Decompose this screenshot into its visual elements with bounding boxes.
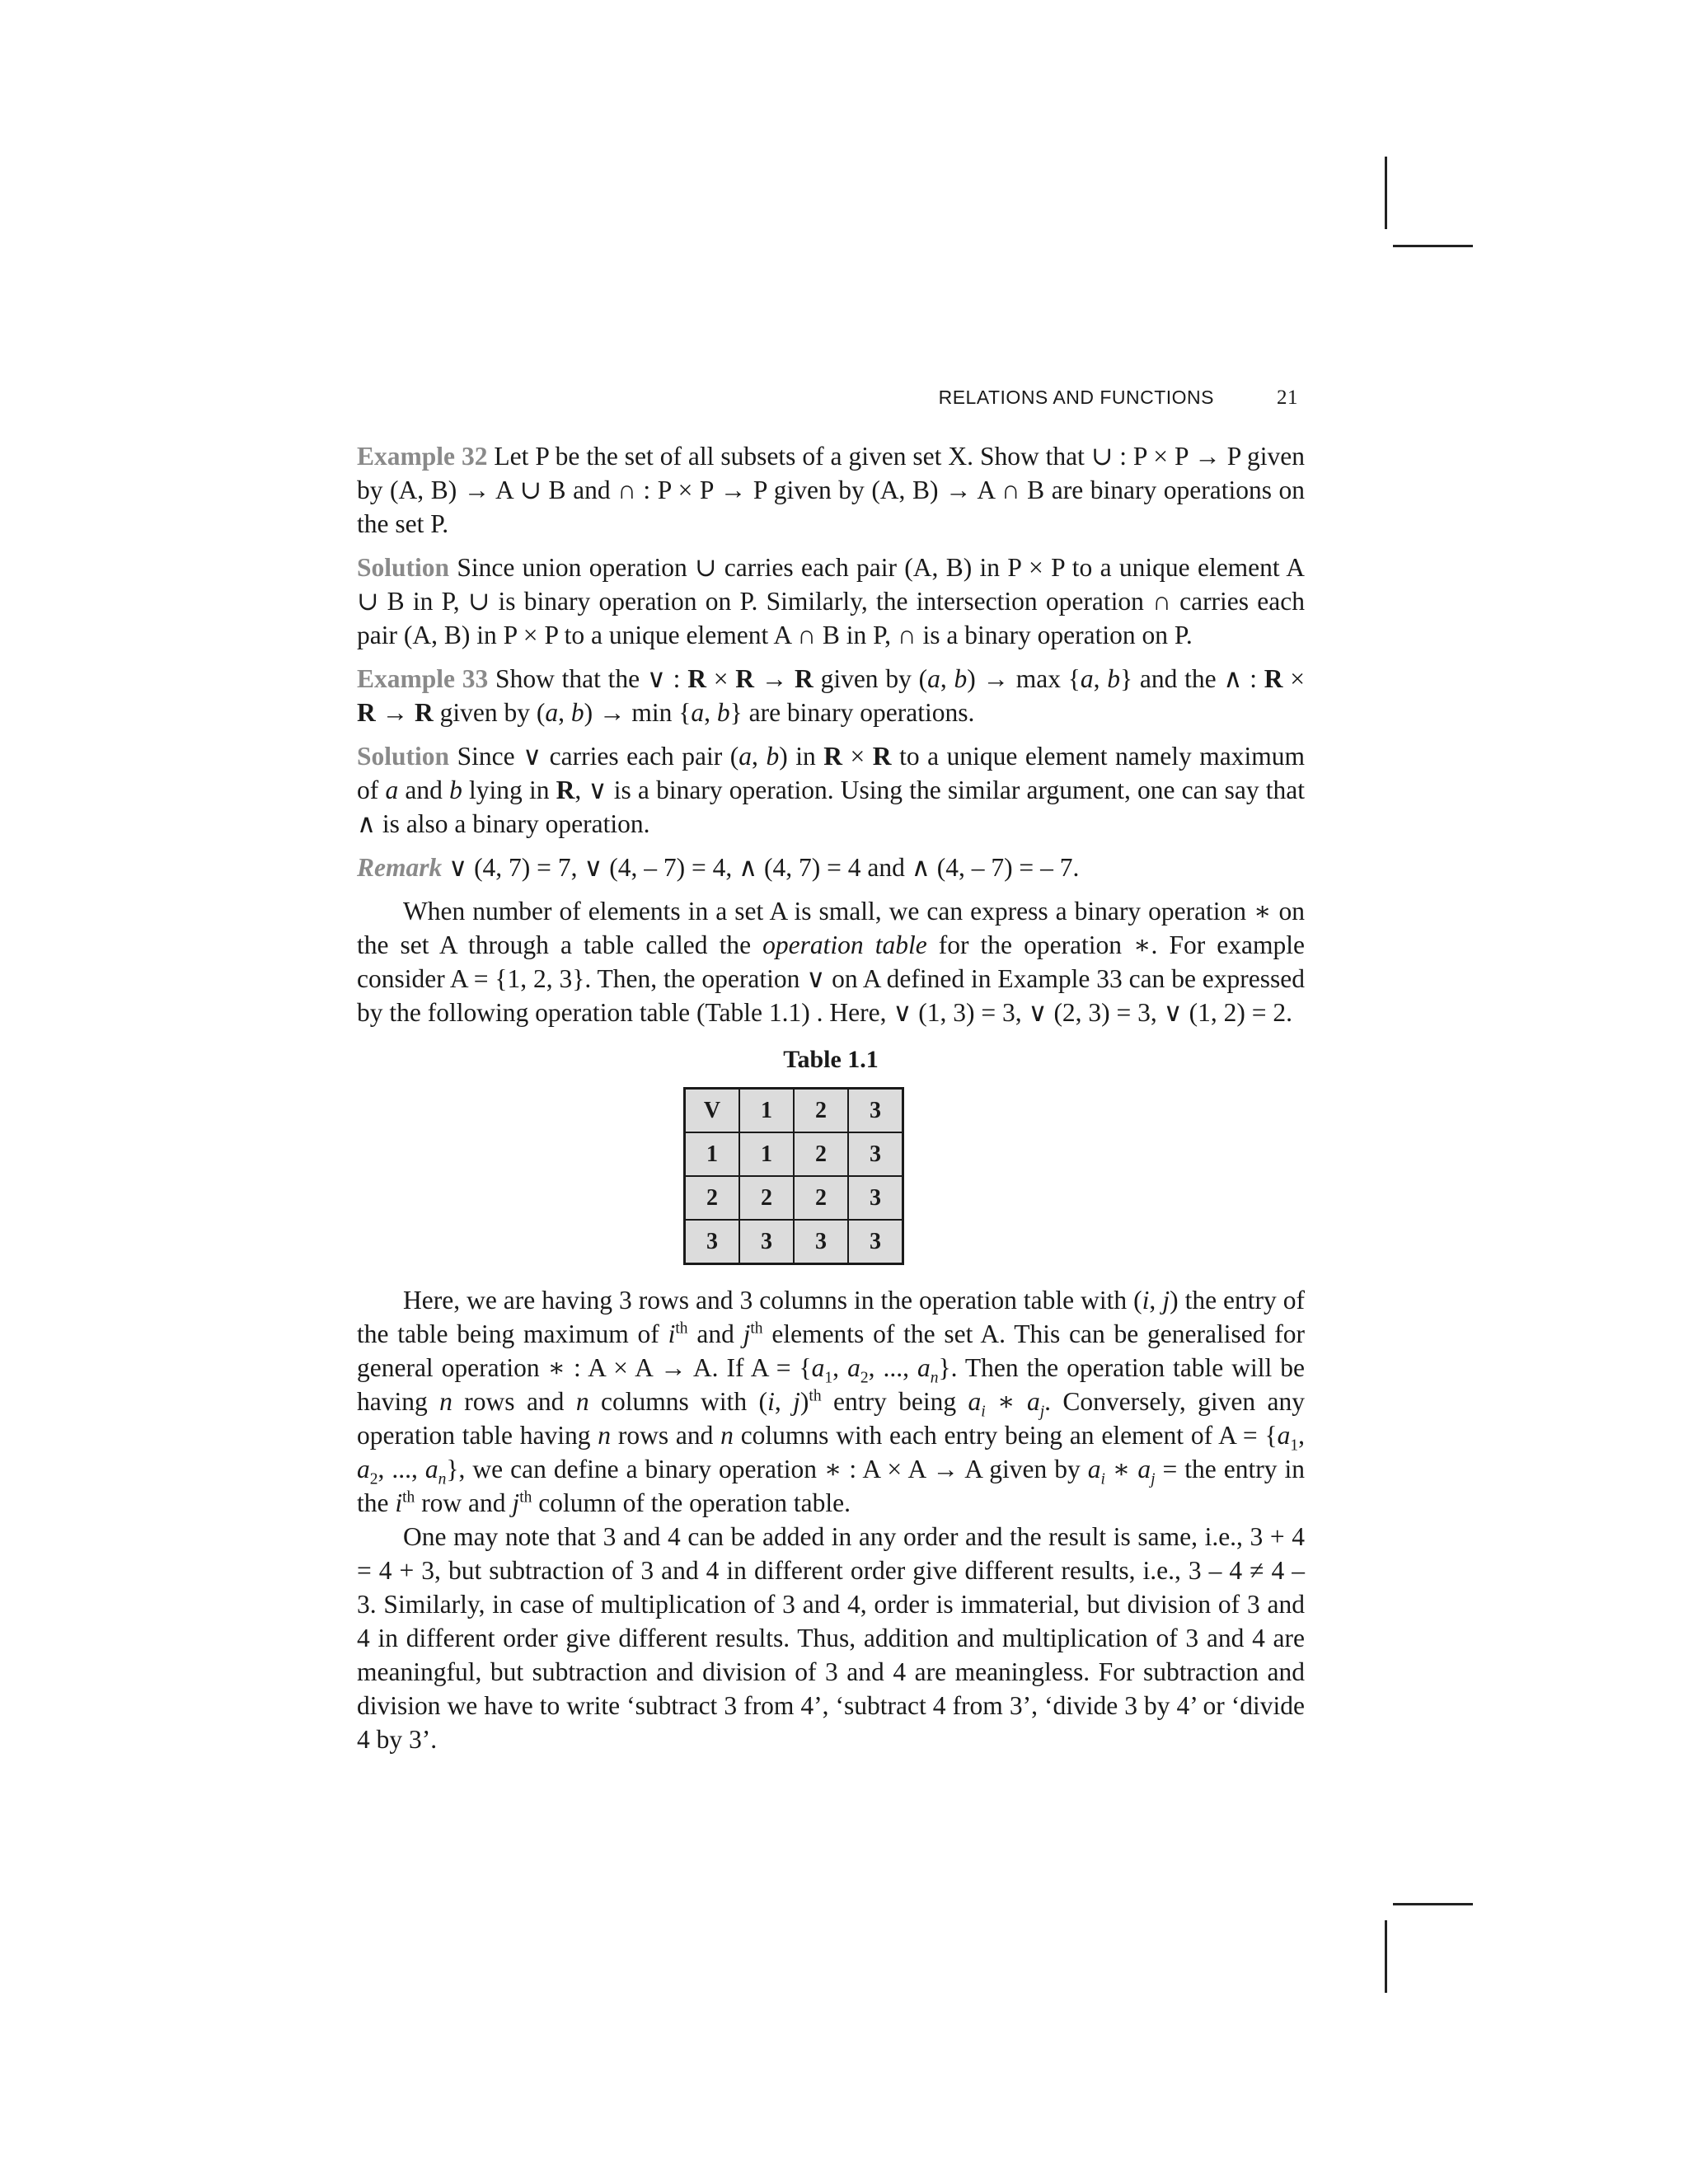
text-run: for the operation ∗. For example consider A = {1, 2, 3}. Then, the operation ∨ on A defined in Example 33 can be expressed by the following operation table (Table 1.1) . Here, ∨ (1, 3) = 3, ∨ (2, 3) = 3, ∨ (1, 2) = 2.: [357, 930, 1305, 1027]
example-32-text-2: given by (A, B) → A ∪ B and ∩ : P × P → P given by (A, B) → A ∩ B are binary: [357, 442, 1306, 504]
text-run: ) in: [779, 742, 824, 771]
text-run: When number of elements in a set A is small, we can express a binary operation ∗ on the set A through a table called the: [357, 897, 1305, 959]
reals-symbol: R: [556, 776, 575, 804]
var-n: n: [575, 1387, 589, 1416]
text-run: columns with (: [588, 1387, 768, 1416]
var-a: a: [1087, 1455, 1101, 1483]
superscript: th: [750, 1319, 763, 1338]
var-j: j: [793, 1387, 800, 1416]
text-run: rows and: [611, 1421, 721, 1450]
reals-symbol: R: [823, 742, 842, 771]
table-cell: 1: [685, 1132, 740, 1176]
text-run: ∗: [1104, 1455, 1138, 1483]
subscript: 1: [824, 1369, 833, 1387]
var-b: b: [570, 698, 584, 727]
var-j: j: [512, 1488, 520, 1517]
table-row: [685, 1132, 903, 1176]
crop-mark-top-vertical: [1385, 157, 1387, 229]
page-body: [357, 382, 1305, 1756]
var-b: b: [766, 742, 780, 771]
reals-symbol: R: [735, 664, 754, 693]
reals-symbol: R: [872, 742, 892, 771]
reals-symbol: R: [687, 664, 706, 693]
superscript: th: [402, 1488, 415, 1507]
text-run: row and: [415, 1488, 513, 1517]
text-run: } are binary operations.: [729, 698, 975, 727]
var-a: a: [1080, 664, 1094, 693]
table-cell: 2: [794, 1176, 848, 1220]
generalisation-paragraph: [357, 1283, 1305, 1520]
text-run: ,: [1298, 1421, 1305, 1450]
var-a: a: [847, 1353, 860, 1382]
example-33-label: Example 33: [357, 664, 489, 693]
var-b: b: [716, 698, 730, 727]
text-run: Show that the ∨ :: [488, 664, 688, 693]
running-header-title: RELATIONS AND FUNCTIONS: [938, 387, 1214, 408]
solution-32: [357, 551, 1305, 652]
var-b: b: [1107, 664, 1121, 693]
example-32: [357, 439, 1305, 541]
text-run: given by (: [813, 664, 928, 693]
subscript: 2: [369, 1470, 378, 1488]
remark-label: Remark: [357, 853, 443, 882]
crop-mark-bottom-vertical: [1385, 1920, 1387, 1993]
text-run: ,: [752, 742, 767, 771]
text-run: }, we can define a binary operation ∗ : A × A → A given by: [446, 1455, 1088, 1483]
var-i: i: [1142, 1286, 1150, 1315]
text-run: ×: [1282, 664, 1306, 693]
var-n: n: [439, 1387, 452, 1416]
crop-mark-bottom-horizontal: [1393, 1903, 1473, 1905]
superscript: th: [675, 1319, 688, 1338]
commutativity-paragraph: One may note that 3 and 4 can be added in any order and the result is same, i.e., 3 + 4 = 4 + 3, but subtraction of 3 and 4 in different order give different results, i.e., 3 – 4 ≠ 4 – 3. Similarly, in case of multiplication of 3 and 4, order is immaterial, but division of 3 and 4 in different order give different results. Thus, addition and multiplication of 3 and 4 are meaningful, but subtraction and division of 3 and 4 are meaningless. For subtraction and division we have to write ‘subtract 3 from 4’, ‘subtract 4 from 3’, ‘divide 3 by 4’ or ‘divide 4 by 3’.: [357, 1522, 1305, 1754]
subscript: 1: [1290, 1436, 1299, 1455]
text-run: and: [687, 1319, 743, 1348]
text-run: columns with each entry being an element of A = {: [733, 1421, 1278, 1450]
var-a: a: [927, 664, 940, 693]
var-i: i: [767, 1387, 775, 1416]
text-run: ,: [832, 1353, 848, 1382]
text-run: ,: [774, 1387, 794, 1416]
text-run: Here, we are having 3 rows and 3 columns in the operation table with (: [403, 1286, 1142, 1315]
table-cell: 2: [794, 1132, 848, 1176]
page-number: 21: [1277, 387, 1298, 409]
var-i: i: [668, 1319, 676, 1348]
text-run: entry being: [821, 1387, 968, 1416]
text-run: } and the ∧ :: [1120, 664, 1264, 693]
table-cell: 1: [739, 1132, 794, 1176]
table-caption: Table 1.1: [783, 1046, 879, 1073]
table-cell: 2: [685, 1176, 740, 1220]
text-run: ∗: [985, 1387, 1027, 1416]
reals-symbol: R: [357, 698, 376, 727]
subscript: j: [1151, 1470, 1156, 1488]
table-cell: 3: [685, 1220, 740, 1264]
subscript: n: [438, 1470, 447, 1488]
var-a: a: [691, 698, 705, 727]
var-b: b: [449, 776, 462, 804]
operation-table: [683, 1087, 904, 1265]
table-cell: 2: [739, 1176, 794, 1220]
solution-32-text: Since union operation ∪ carries each pair (A, B) in P × P to a unique element A ∪ B in P, ∪ is binary operation on P. Similarly, the intersection operation ∩ carries each pair (A, B) in P × P to a unique element A ∩ B in P, ∩ is a binary operation on P.: [357, 553, 1305, 649]
var-j: j: [1162, 1286, 1170, 1315]
var-a: a: [545, 698, 559, 727]
var-a: a: [917, 1353, 931, 1382]
reals-symbol: R: [415, 698, 434, 727]
example-32-text-3: operations on the set P.: [357, 476, 1306, 538]
var-a: a: [968, 1387, 982, 1416]
var-a: a: [357, 1455, 370, 1483]
var-j: j: [743, 1319, 751, 1348]
text-run: = the entry in the: [357, 1455, 1305, 1517]
subscript: n: [930, 1369, 939, 1387]
text-run: given by (: [433, 698, 546, 727]
solution-33: [357, 739, 1305, 841]
table-cell: 3: [848, 1089, 903, 1133]
example-32-text: Let P be the set of all subsets of a given set X. Show that ∪ : P × P → P: [487, 442, 1241, 471]
table-row: [685, 1089, 903, 1133]
text-run: ,: [940, 664, 954, 693]
emphasis-operation-table: operation table: [762, 930, 927, 959]
text-run: and: [398, 776, 450, 804]
text-run: ,: [1149, 1286, 1163, 1315]
text-run: →: [754, 664, 795, 693]
table-cell: V: [685, 1089, 740, 1133]
text-run: Since ∨ carries each pair (: [449, 742, 739, 771]
reals-symbol: R: [795, 664, 814, 693]
subscript: 2: [860, 1369, 869, 1387]
var-a: a: [811, 1353, 825, 1382]
text-run: ,: [1093, 664, 1108, 693]
example-33: [357, 662, 1305, 729]
table-cell: 1: [739, 1089, 794, 1133]
text-run: , ...,: [377, 1455, 425, 1483]
var-i: i: [395, 1488, 403, 1517]
text-run: , ∨ is a binary operation. Using the similar argument, one can say that ∧ is also a binary operation.: [357, 776, 1305, 838]
text-run: ) → max {: [967, 664, 1081, 693]
remark-text: ∨ (4, 7) = 7, ∨ (4, – 7) = 4, ∧ (4, 7) = 4 and ∧ (4, – 7) = – 7.: [442, 853, 1080, 882]
table-cell: 3: [848, 1220, 903, 1264]
reals-symbol: R: [1264, 664, 1283, 693]
text-run: →: [375, 698, 415, 727]
text-run: }. Then the operation table will be having: [357, 1353, 1306, 1416]
table-cell: 3: [794, 1220, 848, 1264]
text-run: , ...,: [868, 1353, 917, 1382]
operation-table-paragraph: [357, 894, 1305, 1029]
var-a: a: [1277, 1421, 1291, 1450]
superscript: th: [519, 1488, 532, 1507]
text-run: ): [799, 1387, 809, 1416]
crop-mark-top-horizontal: [1393, 245, 1473, 247]
text-run: lying in: [462, 776, 556, 804]
text-run: ) → min {: [584, 698, 692, 727]
var-a: a: [1137, 1455, 1151, 1483]
text-run: rows and: [452, 1387, 576, 1416]
subscript: i: [1100, 1470, 1105, 1488]
text-run: column of the operation table.: [532, 1488, 851, 1517]
subscript: i: [981, 1403, 986, 1421]
text-run: to a unique element namely maximum of: [357, 742, 1306, 804]
var-a: a: [738, 742, 753, 771]
solution-32-label: Solution: [357, 553, 450, 582]
var-n: n: [720, 1421, 734, 1450]
text-run: elements of the set A. This can be generalised for general operation ∗ : A × A → A. If A = {: [357, 1319, 1306, 1382]
table-row: [685, 1220, 903, 1264]
text-run: ×: [842, 742, 873, 771]
table-cell: 3: [848, 1176, 903, 1220]
subscript: j: [1039, 1403, 1045, 1421]
text-run: ,: [558, 698, 571, 727]
text-run: ,: [704, 698, 717, 727]
var-a: a: [424, 1455, 438, 1483]
var-a: a: [385, 776, 399, 804]
var-a: a: [1026, 1387, 1040, 1416]
solution-33-label: Solution: [357, 742, 450, 771]
text-run: ) the entry of the table being maximum of: [357, 1286, 1306, 1348]
running-header: [357, 382, 1305, 415]
example-32-label: Example 32: [357, 442, 488, 471]
var-n: n: [598, 1421, 612, 1450]
text-run: . Conversely, given any operation table having: [357, 1387, 1305, 1450]
remark: [357, 851, 1305, 884]
var-b: b: [954, 664, 968, 693]
table-cell: 3: [848, 1132, 903, 1176]
table-row: [685, 1176, 903, 1220]
table-cell: 2: [794, 1089, 848, 1133]
superscript: th: [809, 1387, 822, 1405]
table-cell: 3: [739, 1220, 794, 1264]
text-run: ×: [706, 664, 736, 693]
